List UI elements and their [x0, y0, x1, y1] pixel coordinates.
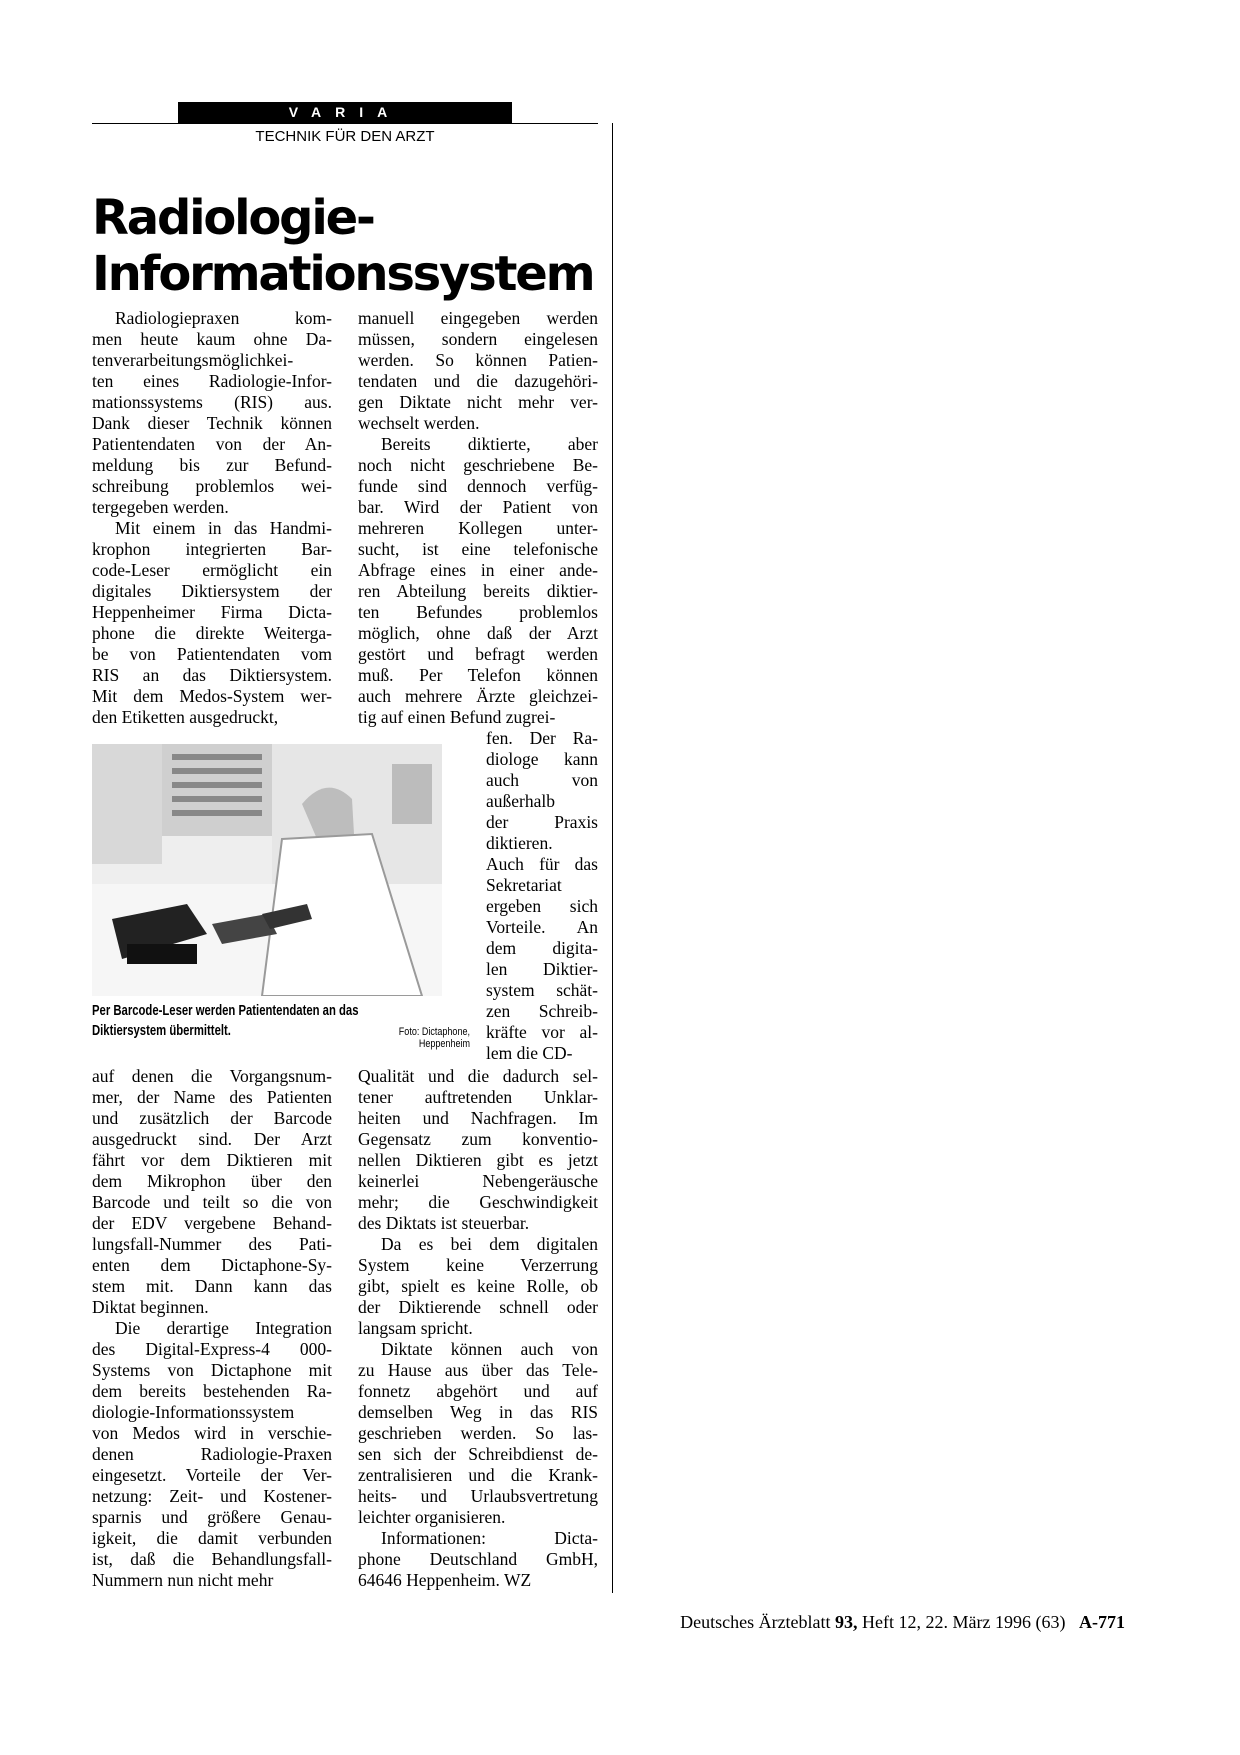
paragraph: Da es bei dem digitalen System keine Verzerrung gibt, spielt es keine Rolle, ob der Diktierende schnell oder langsam spricht. — [358, 1234, 598, 1338]
article-photo — [92, 744, 442, 996]
section-label: VARIA — [178, 102, 512, 123]
paragraph: Radiologiepraxen kom- men heute kaum ohne Da- tenverarbeitungsmöglichkei- ten eines Radiologie-Infor- mationssystems (RIS) aus. Dank dieser Technik können Patientendaten von der An- meldung bis zur Befund- schreibung problemlos wei- tergegeben werden. — [92, 308, 332, 517]
photo-caption: Per Barcode-Leser werden Patientendaten an das Diktiersystem übermittelt. — [92, 1003, 359, 1039]
issue-info: Heft 12, 22. März 1996 (63) — [862, 1612, 1066, 1632]
paragraph: Informationen: Dicta- phone Deutschland GmbH, 64646 Heppenheim. WZ — [358, 1528, 598, 1590]
article-title — [92, 190, 632, 302]
title-line-1: Radiologie- — [92, 190, 374, 246]
page-number: A-771 — [1079, 1612, 1125, 1632]
column-2-narrow — [486, 728, 598, 1064]
rubric: TECHNIK FÜR DEN ARZT — [255, 128, 435, 145]
column-2-top — [358, 308, 598, 728]
page-footer — [620, 1612, 1125, 1633]
journal-name: Deutsches Ärzteblatt — [680, 1612, 831, 1632]
column-1-top — [92, 308, 332, 728]
column-2-bottom — [358, 1066, 598, 1591]
paragraph: Die derartige Integration des Digital-Express-4 000- Systems von Dictaphone mit dem bereits bestehenden Ra- diologie-Informationssystem von Medos wird in verschie- denen Radiologie-Praxen eingesetzt. Vorteile der Ver- netzung: Zeit- und Kostener- sparnis und größere Genau- igkeit, die damit verbunden ist, daß die Behandlungsfall- Nummern nun nicht mehr — [92, 1318, 332, 1590]
paragraph: fen. Der Ra- diologe kann auch von außerhalb der Praxis diktieren. Auch für das Sekretariat ergeben sich Vorteile. An dem digita- len Diktier- system schät- zen Schreib- kräfte vor al- lem die CD- — [486, 728, 598, 1063]
photo-illustration — [92, 744, 442, 996]
header-rule — [92, 123, 598, 124]
paragraph: auf denen die Vorgangsnum- mer, der Name des Patienten und zusätzlich der Barcode ausgedruckt sind. Der Arzt fährt vor dem Diktieren mit dem Mikrophon über den Barcode und teilt so die von der EDV vergebene Behand- lungsfall-Nummer des Pati- enten dem Dictaphone-Sy- stem mit. Dann kann das Diktat beginnen. — [92, 1066, 332, 1317]
paragraph: Qualität und die dadurch sel- tener auftretenden Unklar- heiten und Nachfragen. Im Gegensatz zum konventio- nellen Diktieren gibt es jetzt keinerlei Nebengeräusche mehr; die Geschwindigkeit des Diktats ist steuerbar. — [358, 1066, 598, 1233]
column-rule — [612, 123, 613, 1593]
paragraph: manuell eingegeben werden müssen, sondern eingelesen werden. So können Patien- tendaten und die dazugehöri- gen Diktate nicht mehr ver- wechselt werden. — [358, 308, 598, 433]
paragraph: Bereits diktierte, aber noch nicht geschriebene Be- funde sind dennoch verfüg- bar. Wird der Patient von mehreren Kollegen unter- sucht, ist eine telefonische Abfrage eines in einer ande- ren Abteilung bereits diktier- ten Befundes problemlos möglich, ohne daß der Arzt gestört und befragt werden muß. Per Telefon können auch mehrere Ärzte gleichzei- tig auf einen Befund zugrei- — [358, 434, 598, 727]
paragraph: Mit einem in das Handmi- krophon integrierten Bar- code-Leser ermöglicht ein digitales Diktiersystem der Heppenheimer Firma Dicta- phone die direkte Weiterga- be von Patientendaten vom RIS an das Diktiersystem. Mit dem Medos-System wer- den Etiketten ausgedruckt, — [92, 518, 332, 727]
journal-volume: 93, — [835, 1612, 858, 1632]
column-1-bottom — [92, 1066, 332, 1591]
photo-credit: Foto: Dictaphone, Heppenheim — [398, 1026, 470, 1050]
paragraph: Diktate können auch von zu Hause aus über das Tele- fonnetz abgehört und auf demselben Weg in das RIS geschrieben werden. So las- sen sich der Schreibdienst de- zentralisieren und die Krank- heits- und Urlaubsvertretung leichter organisieren. — [358, 1339, 598, 1527]
title-line-2: Informationssystem — [92, 246, 594, 302]
